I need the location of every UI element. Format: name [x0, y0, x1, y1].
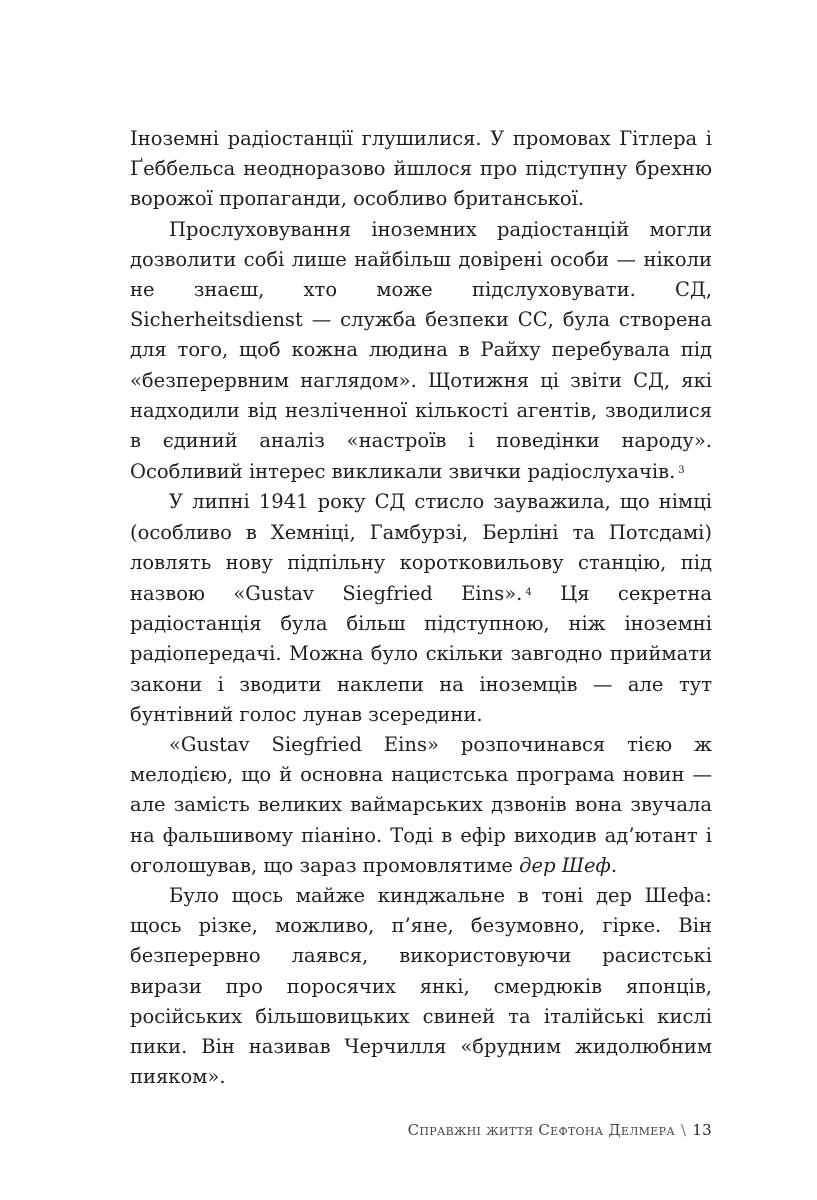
running-title: Справжні життя Сефтона Делмера: [407, 1121, 675, 1139]
paragraph-3: У липні 1941 року СД стисло зауважила, що німці (особливо в Хемніці, Гамбурзі, Берліні та Потсдамі) ловлять нову підпільну коротковильову станцію, під назвою «Gustav Siegfried Eins». $^4$ Ця секретна радіостанція була більш підступною, ніж іноземні радіопередачі. Можна було скільки завгодно приймати закони і зводити наклепи на іноземців — але тут бунтівний голос лунав зсередини.: [130, 490, 713, 726]
italic-phrase: дер Шеф: [519, 853, 611, 877]
paragraph-4: «Gustav Siegfried Eins» розпочинався тією ж мелодією, що й основна нацистська програма новин — але замість великих ваймарських дзвонів вона звучала на фальшивому піаніно. Тоді в ефір виходив ад’ютант і оголошував, що зараз промовлятиме дер Шеф.: [130, 733, 712, 877]
body-text: [130, 124, 712, 1093]
footnote-ref-4[interactable]: 4: [525, 587, 532, 599]
page-number: 13: [692, 1121, 712, 1139]
footer-separator: \: [680, 1121, 687, 1139]
page-footer: [408, 1121, 712, 1139]
paragraph-5: Було щось майже кинджальне в тоні дер Шефа: щось різке, можливо, п’яне, безумовно, гірке. Він безперервно лаявся, використовуючи расистські вирази про поросячих янкі, смердюків японців, російських більшовицьких свиней та італійські кислі пики. Він називав Черчилля «брудним жидолюбним пияком».: [130, 884, 712, 1089]
paragraph-2: Прослуховування іноземних радіостанцій могли дозволити собі лише найбільш довірені особи — ніколи не знаєш, хто може підслуховувати. СД, Sicherheitsdienst — служба безпеки СС, була створена для того, щоб кожна людина в Райху перебувала під «безперервним наглядом». Щотижня ці звіти СД, які надходили від незліченної кількості агентів, зводилися в єдиний аналіз «настроїв і поведінки народу». Особливий інтерес викликали звички радіослухачів. $^3$: [130, 217, 712, 484]
paragraph-1: Іноземні радіостанції глушилися. У промовах Гітлера і Ґеббельса неодноразово йшлося про підступну брехню ворожої пропаганди, особливо британської.: [130, 127, 712, 211]
footnote-ref-3[interactable]: 3: [678, 465, 685, 477]
